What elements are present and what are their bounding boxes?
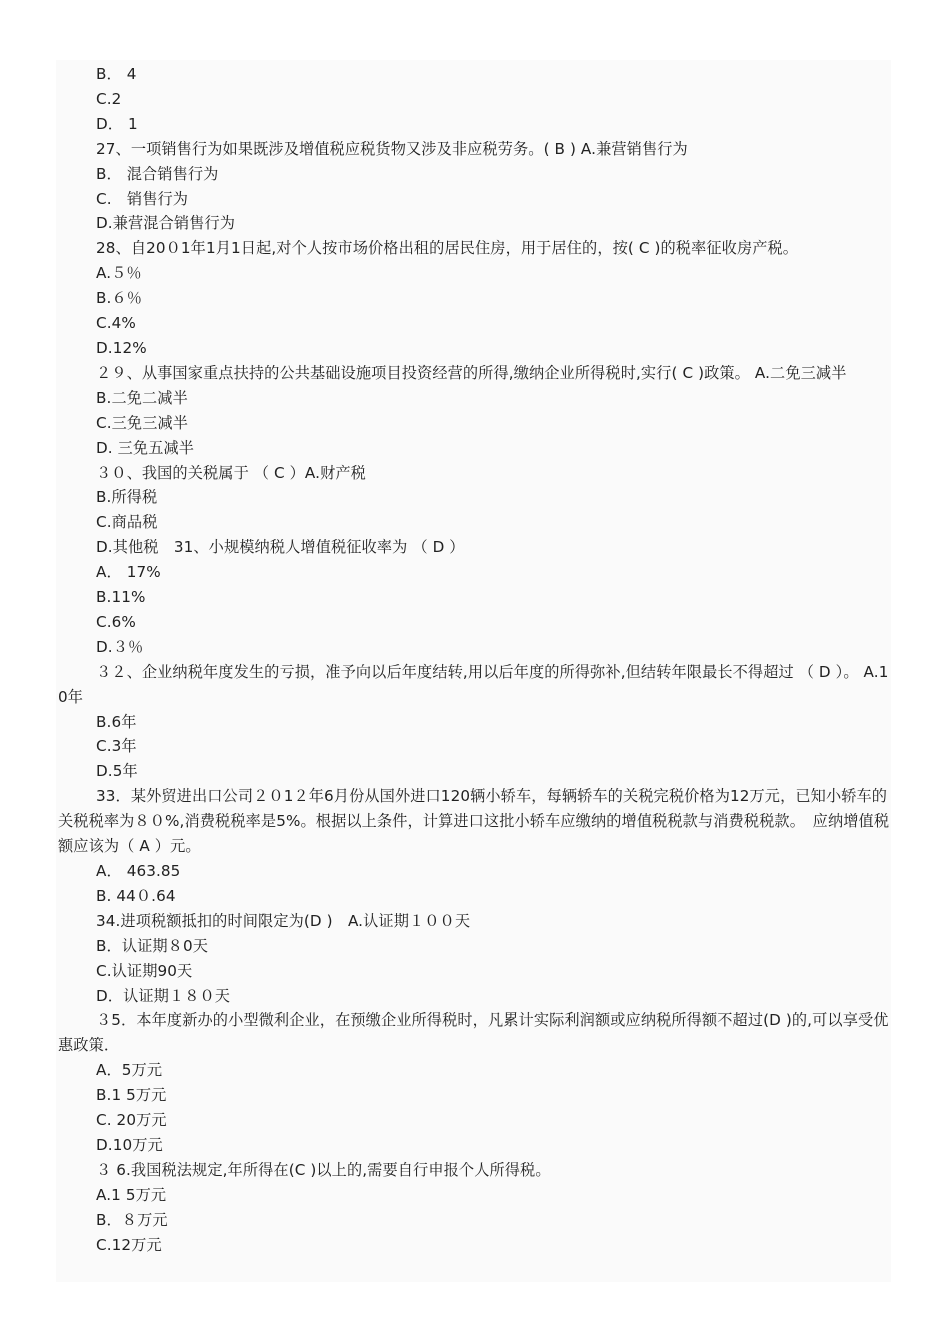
- question-paragraph: 33．某外贸进出口公司２０1２年6月份从国外进口120辆小轿车，每辆轿车的关税完税价格为12万元，已知小轿车的关税税率为８０%,消费税税率是5%。根据以上条件，计算进口这批小轿车应缴纳的增值税税款与消费税税款。 应纳增值税额应该为（ A ）元。: [58, 787, 890, 856]
- text-line: ３０、我国的关税属于 （ C ）A.财产税: [96, 463, 366, 482]
- question-paragraph: ３5．本年度新办的小型微利企业，在预缴企业所得税时，凡累计实际利润额或应纳税所得额不超过(D )的,可以享受优惠政策．: [58, 1011, 889, 1055]
- text-line: D.10万元: [96, 1135, 163, 1154]
- text-line: C.认证期90天: [96, 961, 193, 980]
- text-line: B.６％: [96, 289, 143, 308]
- text-line: 28、自20０1年1月1日起,对个人按市场价格出租的居民住房，用于居住的，按( C )的税率征收房产税。: [96, 239, 799, 258]
- text-line: C.商品税: [96, 513, 158, 532]
- text-line: B． 4: [96, 65, 137, 83]
- text-line: C.6%: [96, 612, 136, 631]
- text-line: C. 20万元: [96, 1111, 167, 1130]
- text-line: D.３％: [96, 637, 144, 656]
- text-line: ３ 6.我国税法规定,年所得在(C )以上的,需要自行申报个人所得税。: [96, 1160, 551, 1179]
- question-paragraph: ３２、企业纳税年度发生的亏损，准予向以后年度结转,用以后年度的所得弥补,但结转年限最长不得超过 （ D ）。 A.10年: [58, 662, 889, 706]
- text-line: 27、一项销售行为如果既涉及增值税应税货物又涉及非应税劳务。( B ) A.兼营销售行为: [96, 139, 688, 158]
- document-body: [58, 62, 892, 1258]
- question-paragraph: ２９、从事国家重点扶持的公共基础设施项目投资经营的所得,缴纳企业所得税时,实行( C )政策。 A.二免三减半: [96, 363, 847, 382]
- text-line: A.５％: [96, 264, 142, 283]
- text-line: B.1 5万元: [96, 1086, 167, 1105]
- text-line: B． 混合销售行为: [96, 164, 219, 183]
- text-line: D.兼营混合销售行为: [96, 214, 236, 233]
- text-line: B.11%: [96, 588, 146, 607]
- text-line: B．认证期８0天: [96, 936, 209, 955]
- text-line: D.5年: [96, 762, 138, 781]
- text-line: B.6年: [96, 712, 137, 731]
- text-line: B. 44０.64: [96, 886, 176, 905]
- text-line: A.1 5万元: [96, 1185, 167, 1204]
- text-line: C. 销售行为: [96, 189, 189, 208]
- text-line: C.三免三减半: [96, 413, 189, 432]
- text-line: D．认证期１８０天: [96, 986, 231, 1005]
- text-line: D.其他税 31、小规模纳税人增值税征收率为 （ D ）: [96, 538, 465, 557]
- text-line: C.3年: [96, 737, 137, 756]
- text-line: B.二免二减半: [96, 388, 188, 407]
- text-line: A． 463.85: [96, 862, 181, 880]
- text-line: C.12万元: [96, 1235, 162, 1254]
- text-line: D. 三免五减半: [96, 438, 195, 457]
- text-line: 34.进项税额抵扣的时间限定为(D ) A.认证期１００天: [96, 911, 471, 930]
- text-line: D． 1: [96, 114, 138, 133]
- text-line: C.2: [96, 89, 122, 108]
- text-line: A． 17%: [96, 563, 161, 582]
- text-line: D.12%: [96, 338, 147, 357]
- text-line: A．5万元: [96, 1061, 163, 1080]
- text-line: B．８万元: [96, 1210, 168, 1229]
- text-line: B.所得税: [96, 488, 158, 507]
- text-line: C.4%: [96, 314, 136, 333]
